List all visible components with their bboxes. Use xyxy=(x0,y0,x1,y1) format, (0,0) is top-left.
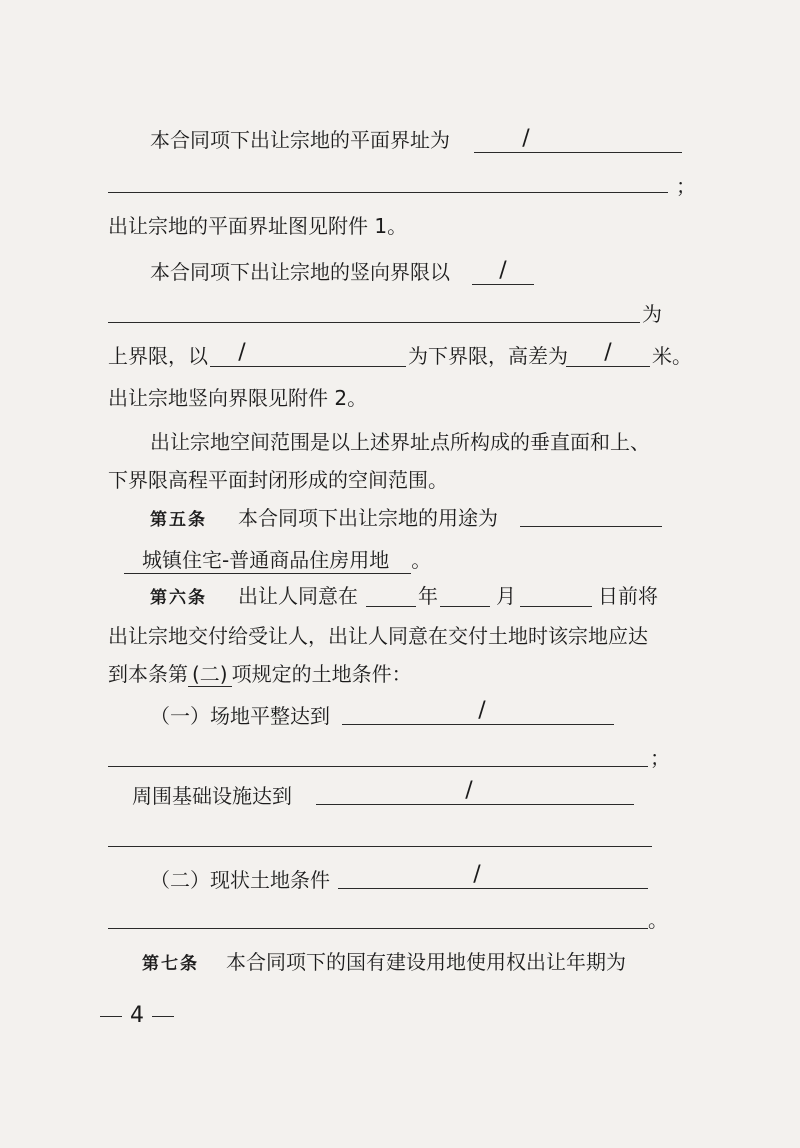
slash-mark: / xyxy=(465,778,473,803)
month-label: 月 xyxy=(496,584,516,608)
lower-limit-label: 为下界限，高差为 xyxy=(408,344,568,368)
article-5-label: 第五条 xyxy=(150,510,207,530)
site-leveling-blank-cont xyxy=(108,740,648,767)
space-range-text: 出让宗地空间范围是以上述界址点所构成的垂直面和上、 xyxy=(150,430,650,454)
current-condition-blank-cont xyxy=(108,902,648,929)
plane-boundary-blank xyxy=(474,126,682,153)
semicolon: ； xyxy=(650,746,670,770)
upper-limit-label: 上界限，以 xyxy=(108,344,208,368)
day-label: 日前将 xyxy=(598,584,658,608)
height-diff-blank xyxy=(566,340,650,367)
space-range-text-cont: 下界限高程平面封闭形成的空间范围。 xyxy=(108,468,448,492)
lower-limit-blank xyxy=(210,340,406,367)
slash-mark: / xyxy=(499,258,507,283)
land-use-value-wrap xyxy=(124,546,431,574)
vertical-boundary-text: 本合同项下出让宗地的竖向界限以 xyxy=(150,260,450,284)
site-leveling-text: （一）场地平整达到 xyxy=(150,704,330,728)
footer-dash-left xyxy=(100,1016,122,1017)
article-6-label: 第六条 xyxy=(150,588,207,608)
semicolon: ； xyxy=(676,174,696,198)
year-blank xyxy=(366,580,416,607)
delivery-text: 出让宗地交付给受让人，出让人同意在交付土地时该宗地应达 xyxy=(108,624,648,648)
slash-mark: / xyxy=(604,340,612,365)
land-use-blank xyxy=(520,500,662,527)
article-7-label: 第七条 xyxy=(142,954,199,974)
year-label: 年 xyxy=(418,584,438,608)
period: 。 xyxy=(411,548,432,572)
slash-mark: / xyxy=(238,340,246,365)
slash-mark: / xyxy=(522,126,530,151)
item-ref-suffix: 项规定的土地条件： xyxy=(231,662,412,686)
article-7-text: 本合同项下的国有建设用地使用权出让年期为 xyxy=(226,950,626,974)
page-number: 4 xyxy=(130,1003,144,1028)
upper-limit-suffix: 为 xyxy=(642,302,662,326)
site-leveling-blank xyxy=(342,698,614,725)
slash-mark: / xyxy=(473,862,481,887)
plane-boundary-text: 本合同项下出让宗地的平面界址为 xyxy=(150,128,450,152)
plane-boundary-blank-cont xyxy=(108,166,668,193)
slash-mark: / xyxy=(478,698,486,723)
annex-2-text: 出让宗地竖向界限见附件 2。 xyxy=(108,386,368,410)
current-condition-text: （二）现状土地条件 xyxy=(150,868,330,892)
land-use-value: 城镇住宅-普通商品住房用地 xyxy=(124,548,411,574)
annex-1-text: 出让宗地的平面界址图见附件 1。 xyxy=(108,214,408,238)
month-blank xyxy=(440,580,490,607)
page-footer xyxy=(92,1002,182,1030)
period: 。 xyxy=(648,908,668,932)
item-ref-wrap xyxy=(108,660,412,688)
item-ref-prefix: 到本条第 xyxy=(108,662,188,686)
current-condition-blank xyxy=(338,862,648,889)
infrastructure-blank-cont xyxy=(108,820,652,847)
meter-unit: 米。 xyxy=(652,344,692,368)
item-ref-value: (二) xyxy=(188,662,232,687)
article-5-text: 本合同项下出让宗地的用途为 xyxy=(238,506,498,530)
vertical-boundary-blank xyxy=(472,258,534,285)
day-blank xyxy=(520,580,592,607)
infrastructure-blank xyxy=(316,778,634,805)
article-6-text: 出让人同意在 xyxy=(238,584,358,608)
footer-dash-right xyxy=(152,1016,174,1017)
upper-limit-blank xyxy=(108,296,640,323)
infrastructure-text: 周围基础设施达到 xyxy=(132,784,292,808)
